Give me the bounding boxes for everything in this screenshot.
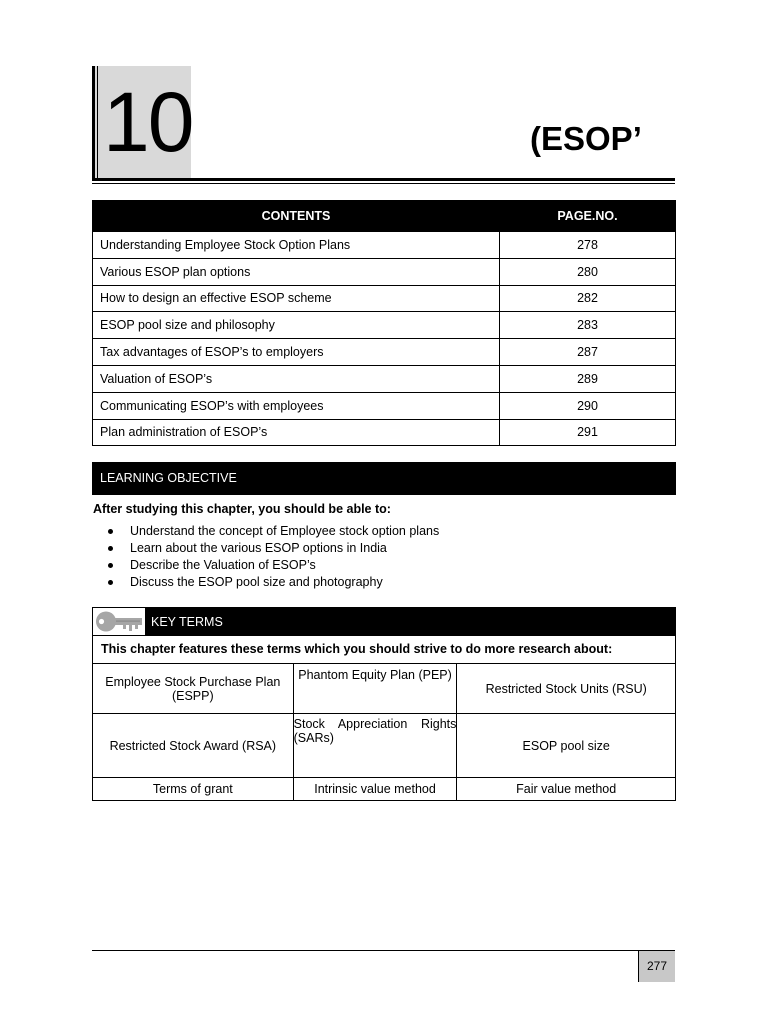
list-item: Understand the concept of Employee stock option plans [93,523,439,540]
contents-page: 290 [500,392,676,419]
contents-page: 287 [500,339,676,366]
table-row [93,232,676,259]
key-term: Stock Appreciation Rights (SARs) [293,714,457,778]
contents-topic: Communicating ESOP’s with employees [93,392,500,419]
footer-rule [92,950,675,951]
contents-header: CONTENTS [93,201,500,232]
table-row [93,392,676,419]
table-row [93,778,676,801]
contents-page: 278 [500,232,676,259]
contents-page: 289 [500,365,676,392]
list-item: Discuss the ESOP pool size and photography [93,574,439,591]
key-term: Restricted Stock Award (RSA) [93,714,294,778]
contents-page: 291 [500,419,676,446]
key-term: Fair value method [457,778,676,801]
contents-topic: Tax advantages of ESOP’s to employers [93,339,500,366]
chapter-title: (ESOP’ [530,120,642,157]
chapter-number: 10 [103,75,193,169]
key-term: ESOP pool size [457,714,676,778]
contents-page: 280 [500,258,676,285]
chapter-number-box [92,66,191,180]
key-term: Restricted Stock Units (RSU) [457,664,676,714]
table-row [93,258,676,285]
key-terms-header [92,607,676,636]
table-row [93,365,676,392]
page-number: 277 [638,951,675,982]
header-rule-thin [92,183,675,184]
key-terms-heading: KEY TERMS [151,615,223,629]
table-row [93,339,676,366]
contents-topic: Understanding Employee Stock Option Plans [93,232,500,259]
key-terms-intro: This chapter features these terms which you should strive to do more research about: [92,636,676,664]
list-item: Learn about the various ESOP options in India [93,540,439,557]
contents-topic: ESOP pool size and philosophy [93,312,500,339]
key-icon [93,608,145,635]
key-term: Phantom Equity Plan (PEP) [293,664,457,714]
contents-topic: Various ESOP plan options [93,258,500,285]
list-item: Describe the Valuation of ESOP’s [93,557,439,574]
table-row [93,285,676,312]
key-term: Employee Stock Purchase Plan (ESPP) [93,664,294,714]
contents-topic: How to design an effective ESOP scheme [93,285,500,312]
contents-topic: Plan administration of ESOP’s [93,419,500,446]
table-row [93,714,676,778]
page-no-header: PAGE.NO. [500,201,676,232]
learning-objective-heading: LEARNING OBJECTIVE [92,462,676,495]
table-row [93,419,676,446]
contents-topic: Valuation of ESOP’s [93,365,500,392]
key-term: Terms of grant [93,778,294,801]
learning-objective-intro: After studying this chapter, you should be able to: [93,502,391,516]
table-row [93,312,676,339]
contents-page: 282 [500,285,676,312]
key-term: Intrinsic value method [293,778,457,801]
header-rule-thick [92,178,675,181]
contents-table [92,200,676,446]
learning-objective-list [93,523,439,591]
contents-page: 283 [500,312,676,339]
key-terms-table [92,663,676,801]
table-row [93,664,676,714]
